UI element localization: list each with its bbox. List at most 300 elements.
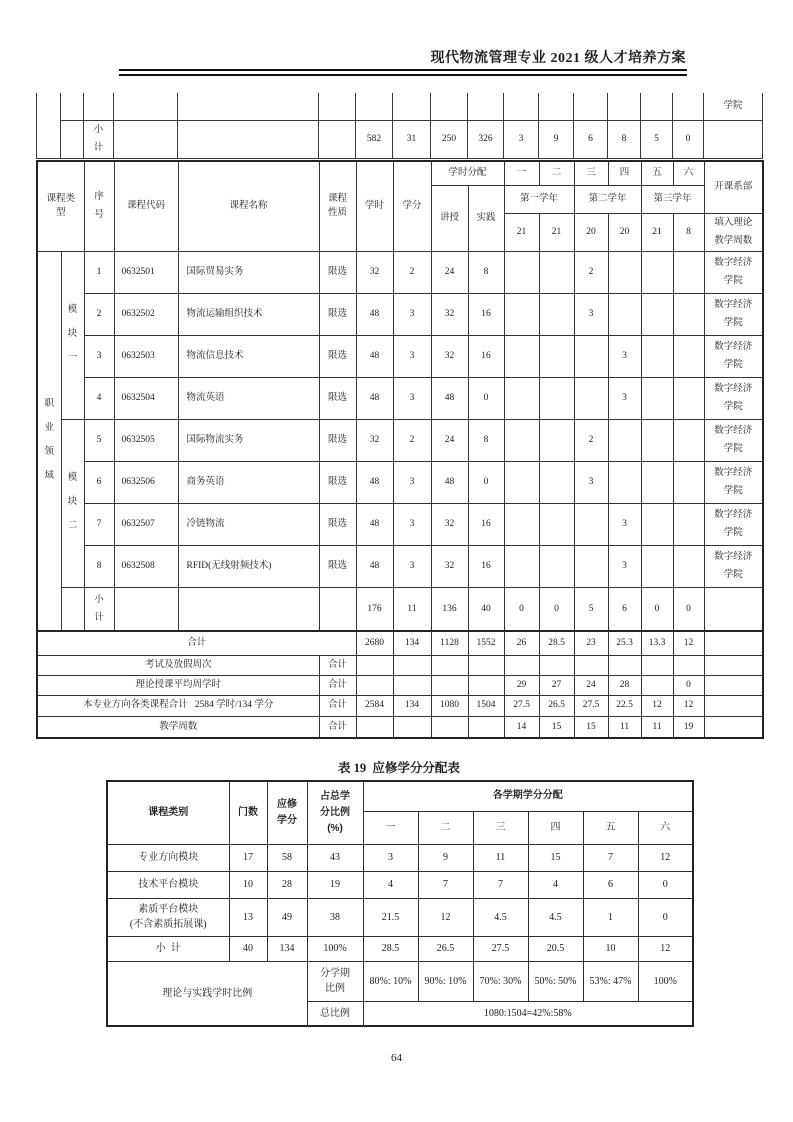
summary-row — [37, 675, 763, 695]
total-row — [37, 631, 763, 655]
module2-cell — [61, 419, 84, 587]
cell: 15 — [539, 716, 574, 738]
per-sem-label-cell — [307, 961, 363, 1001]
cell: 176 — [356, 587, 393, 631]
cell: 23 — [574, 631, 608, 655]
summary-tag-cell: 合计 — [319, 655, 356, 675]
t19-header-category: 课程类别 — [107, 781, 229, 844]
document-header-title: 现代物流管理专业 2021 级人才培养方案 — [430, 51, 686, 66]
cell: 3 — [393, 335, 431, 377]
summary-row — [37, 655, 763, 675]
cell — [641, 377, 673, 419]
t19-header-label: 应修学分 — [277, 798, 297, 826]
cell: 28 — [267, 871, 307, 898]
cell: 134 — [393, 695, 431, 716]
course-row — [37, 419, 763, 461]
cell — [319, 93, 356, 120]
cell: 12 — [638, 936, 693, 961]
cell — [539, 93, 574, 120]
cell — [539, 655, 574, 675]
cell — [673, 655, 704, 675]
cell: 250 — [431, 120, 468, 158]
cell: 24 — [574, 675, 608, 695]
cell: 数字经济学院 — [704, 461, 763, 503]
cell: 5 — [574, 587, 608, 631]
cell: 7 — [583, 844, 638, 871]
cell: 26.5 — [539, 695, 574, 716]
cell — [504, 461, 539, 503]
cell: 4 — [84, 377, 114, 419]
cell — [468, 716, 504, 738]
cell: 3 — [363, 844, 418, 871]
cell: 16 — [468, 293, 504, 335]
cell: 0 — [539, 587, 574, 631]
cell: 0 — [468, 461, 504, 503]
cell: 58 — [267, 844, 307, 871]
course-row — [37, 503, 763, 545]
cell: 17 — [229, 844, 267, 871]
cell — [178, 587, 319, 631]
cell: 物流信息技术 — [178, 335, 319, 377]
summary-row — [37, 716, 763, 738]
cell: 技术平台模块 — [107, 871, 229, 898]
summary-row — [37, 695, 763, 716]
header-year-3: 第三学年 — [641, 185, 704, 213]
cell: 3 — [608, 503, 641, 545]
header-label: 序号 — [94, 192, 104, 221]
cell: 限选 — [319, 293, 356, 335]
cell: 13.3 — [641, 631, 673, 655]
summary-tag-cell: 合计 — [319, 716, 356, 738]
module2-label: 模块二 — [67, 473, 78, 531]
total-label-cell: 合计 — [37, 631, 356, 655]
cell: 100% — [638, 961, 693, 1001]
page-number: 64 — [391, 1052, 402, 1064]
cell: 134 — [267, 936, 307, 961]
summary-label-cell: 教学周数 — [37, 716, 319, 738]
cell — [539, 377, 574, 419]
cell — [574, 93, 608, 120]
header-weeks: 21 — [539, 213, 574, 251]
cell: 4 — [528, 871, 583, 898]
cell: 0 — [673, 120, 704, 158]
cell: 43 — [307, 844, 363, 871]
cell: 25.3 — [608, 631, 641, 655]
cell: 物流运输组织技术 — [178, 293, 319, 335]
cell: 2584 — [356, 695, 393, 716]
cell — [539, 419, 574, 461]
cell: 32 — [356, 251, 393, 293]
subtotal-label-cell — [84, 120, 114, 158]
cell: 数字经济学院 — [704, 377, 763, 419]
cell: 冷链物流 — [178, 503, 319, 545]
cell: 0632504 — [114, 377, 178, 419]
t19-header-pct — [307, 781, 363, 844]
cell — [114, 587, 178, 631]
cell — [107, 898, 229, 936]
cell: 3 — [393, 545, 431, 587]
cell: 136 — [431, 587, 468, 631]
cell — [641, 545, 673, 587]
cell: 29 — [504, 675, 539, 695]
cell: 1 — [583, 898, 638, 936]
summary-label-cell: 理论授课平均周学时 — [37, 675, 319, 695]
header-dept-note: 填入理论教学周数 — [704, 213, 763, 251]
cell — [319, 587, 356, 631]
cell: 326 — [468, 120, 504, 158]
header-practice: 实践 — [468, 185, 504, 251]
t19-header-sem: 六 — [638, 811, 693, 844]
category-line-1: 素质平台模块 — [138, 904, 199, 915]
cell: 限选 — [319, 461, 356, 503]
cell — [356, 675, 393, 695]
cell: 2 — [84, 293, 114, 335]
cell: 48 — [356, 461, 393, 503]
cell — [673, 461, 704, 503]
cell: 14 — [504, 716, 539, 738]
cell — [673, 503, 704, 545]
t19-header-sem: 五 — [583, 811, 638, 844]
cell: 40 — [229, 936, 267, 961]
cell: 专业方向模块 — [107, 844, 229, 871]
cell: 12 — [418, 898, 473, 936]
cell: 0 — [468, 377, 504, 419]
cell: 1 — [84, 251, 114, 293]
header-credits: 学分 — [393, 161, 431, 251]
cell — [641, 293, 673, 335]
cell: 3 — [608, 335, 641, 377]
cell: 15 — [574, 716, 608, 738]
cell — [114, 120, 178, 158]
cell: 1128 — [431, 631, 468, 655]
cell: 24 — [431, 251, 468, 293]
cell: 0 — [673, 587, 704, 631]
t19-header-sem: 三 — [473, 811, 528, 844]
cell: 32 — [431, 293, 468, 335]
cell — [178, 120, 319, 158]
cell: 100% — [307, 936, 363, 961]
t19-header-alloc: 各学期学分分配 — [363, 781, 693, 811]
summary-label-cell: 本专业方向各类课程合计 2584 学时/134 学分 — [37, 695, 319, 716]
cell — [319, 120, 356, 158]
t19-header-row-1 — [107, 781, 693, 811]
t19-header-sem: 四 — [528, 811, 583, 844]
cell: 0 — [638, 871, 693, 898]
course-row — [37, 377, 763, 419]
cell — [504, 655, 539, 675]
curriculum-table — [36, 160, 764, 739]
t19-header-label: 占总学分比例(%) — [320, 790, 350, 834]
partial-row — [37, 93, 763, 120]
cell — [539, 293, 574, 335]
cell — [431, 675, 468, 695]
cell: 13 — [229, 898, 267, 936]
cell: 0632501 — [114, 251, 178, 293]
cell: 15 — [528, 844, 583, 871]
cell — [504, 377, 539, 419]
cell — [704, 695, 763, 716]
dept-tail-cell: 学院 — [704, 93, 763, 120]
cell: 16 — [468, 545, 504, 587]
cell — [673, 93, 704, 120]
cell — [673, 377, 704, 419]
cell — [608, 293, 641, 335]
header-year-2: 第二学年 — [574, 185, 641, 213]
cell — [431, 655, 468, 675]
cell: 限选 — [319, 419, 356, 461]
course-row — [37, 545, 763, 587]
cell: 3 — [574, 461, 608, 503]
cell: 11 — [641, 716, 673, 738]
header-nature: 课程性质 — [319, 161, 356, 251]
cell: 26.5 — [418, 936, 473, 961]
cell: 国际物流实务 — [178, 419, 319, 461]
header-double-rule — [119, 69, 687, 76]
header-sem: 五 — [641, 161, 673, 185]
continuation-table — [36, 93, 763, 159]
cell — [504, 93, 539, 120]
cell — [608, 419, 641, 461]
cell — [393, 93, 431, 120]
course-row — [37, 335, 763, 377]
cell — [673, 545, 704, 587]
cell — [641, 251, 673, 293]
cell: 4 — [363, 871, 418, 898]
cell: 32 — [431, 545, 468, 587]
cell: 28.5 — [363, 936, 418, 961]
cell — [468, 675, 504, 695]
cell: 53%: 47% — [583, 961, 638, 1001]
cell: 28.5 — [539, 631, 574, 655]
cell: 6 — [84, 461, 114, 503]
cell — [468, 655, 504, 675]
cell: 0632508 — [114, 545, 178, 587]
cell — [704, 716, 763, 738]
cell — [608, 251, 641, 293]
cell: 1552 — [468, 631, 504, 655]
cell: 8 — [608, 120, 641, 158]
cell: 2 — [574, 251, 608, 293]
cell — [539, 335, 574, 377]
cell — [114, 93, 178, 120]
cell: 数字经济学院 — [704, 419, 763, 461]
summary-tag-cell: 合计 — [319, 675, 356, 695]
t19-row — [107, 871, 693, 898]
cell: 32 — [431, 335, 468, 377]
t19-row — [107, 936, 693, 961]
cell: 3 — [608, 377, 641, 419]
cell — [504, 545, 539, 587]
cell — [356, 93, 393, 120]
cell: 19 — [673, 716, 704, 738]
cell — [673, 293, 704, 335]
cell: 11 — [608, 716, 641, 738]
cell — [178, 93, 319, 120]
cell: 3 — [84, 335, 114, 377]
cell: 0632507 — [114, 503, 178, 545]
cell: 27.5 — [574, 695, 608, 716]
header-hours: 学时 — [356, 161, 393, 251]
cell — [641, 503, 673, 545]
header-name: 课程名称 — [178, 161, 319, 251]
cell: 26 — [504, 631, 539, 655]
header-weeks: 20 — [574, 213, 608, 251]
cell: 0 — [673, 675, 704, 695]
cell: 40 — [468, 587, 504, 631]
cell — [539, 503, 574, 545]
cell — [704, 587, 763, 631]
cell: 12 — [673, 631, 704, 655]
cell: 11 — [473, 844, 528, 871]
cell — [504, 419, 539, 461]
header-weeks: 21 — [504, 213, 539, 251]
cell: 数字经济学院 — [704, 503, 763, 545]
cell: 49 — [267, 898, 307, 936]
cell: 12 — [638, 844, 693, 871]
course-row — [37, 293, 763, 335]
cell — [574, 377, 608, 419]
cell: 6 — [608, 587, 641, 631]
cell: 0632506 — [114, 461, 178, 503]
cell: 3 — [393, 503, 431, 545]
cell: 3 — [574, 293, 608, 335]
cell — [431, 716, 468, 738]
cell: 8 — [468, 419, 504, 461]
domain-label: 职业领域 — [44, 399, 54, 481]
cell: 5 — [641, 120, 673, 158]
cell — [61, 120, 84, 158]
t19-header-credits — [267, 781, 307, 844]
cell: 48 — [431, 377, 468, 419]
cell — [641, 461, 673, 503]
cell: 38 — [307, 898, 363, 936]
cell: 2 — [393, 251, 431, 293]
t19-header-sem: 一 — [363, 811, 418, 844]
cell: 物流英语 — [178, 377, 319, 419]
header-weeks: 20 — [608, 213, 641, 251]
cell — [673, 419, 704, 461]
cell — [608, 93, 641, 120]
cell — [468, 93, 504, 120]
cell — [504, 293, 539, 335]
cell: 32 — [356, 419, 393, 461]
per-sem-label: 分学期比例 — [320, 968, 350, 994]
header-sem: 六 — [673, 161, 704, 185]
cell: 1504 — [468, 695, 504, 716]
cell: 3 — [504, 120, 539, 158]
cell: 限选 — [319, 545, 356, 587]
subtotal-label-cell — [84, 587, 114, 631]
cell: 9 — [539, 120, 574, 158]
module1-label: 模块一 — [67, 305, 78, 363]
cell — [641, 335, 673, 377]
cell — [356, 716, 393, 738]
cell — [704, 655, 763, 675]
header-row-1 — [37, 161, 763, 185]
cell: 48 — [431, 461, 468, 503]
credit-distribution-table — [106, 780, 694, 1027]
cell: 0 — [641, 587, 673, 631]
cell: 20.5 — [528, 936, 583, 961]
cell — [673, 335, 704, 377]
header-sem: 四 — [608, 161, 641, 185]
cell: 0632505 — [114, 419, 178, 461]
cell: 32 — [431, 503, 468, 545]
cell: 19 — [307, 871, 363, 898]
cell: 50%: 50% — [528, 961, 583, 1001]
cell: 27.5 — [473, 936, 528, 961]
cell — [61, 587, 84, 631]
header-course-type — [37, 161, 84, 251]
cell: 4.5 — [473, 898, 528, 936]
cell: 限选 — [319, 377, 356, 419]
cell — [641, 655, 673, 675]
t19-row — [107, 898, 693, 936]
domain-cell — [37, 251, 61, 631]
cell: 数字经济学院 — [704, 293, 763, 335]
cell: 48 — [356, 293, 393, 335]
cell — [61, 93, 84, 120]
cell — [704, 675, 763, 695]
cell: 国际贸易实务 — [178, 251, 319, 293]
cell: 小 计 — [107, 936, 229, 961]
cell: 3 — [393, 293, 431, 335]
cell: 限选 — [319, 335, 356, 377]
cell: 1080 — [431, 695, 468, 716]
cell: 7 — [84, 503, 114, 545]
table19-title: 表 19 应修学分分配表 — [338, 761, 460, 775]
header-weeks: 21 — [641, 213, 673, 251]
cell: 7 — [418, 871, 473, 898]
cell: 10 — [583, 936, 638, 961]
cell: 90%: 10% — [418, 961, 473, 1001]
t19-header-sem: 二 — [418, 811, 473, 844]
summary-label-cell: 考试及放假周次 — [37, 655, 319, 675]
total-ratio-label-cell: 总比例 — [307, 1001, 363, 1026]
header-lecture: 讲授 — [431, 185, 468, 251]
cell: 22.5 — [608, 695, 641, 716]
cell — [608, 461, 641, 503]
cell — [704, 120, 763, 158]
cell: 16 — [468, 335, 504, 377]
cell — [608, 655, 641, 675]
ratio-label-cell: 理论与实践学时比例 — [107, 961, 307, 1026]
cell: 134 — [393, 631, 431, 655]
subtotal-label: 小计 — [94, 594, 104, 623]
subtotal-row — [37, 587, 763, 631]
cell: 数字经济学院 — [704, 335, 763, 377]
cell: 8 — [468, 251, 504, 293]
header-sem: 一 — [504, 161, 539, 185]
cell: 27.5 — [504, 695, 539, 716]
cell: 10 — [229, 871, 267, 898]
cell — [673, 251, 704, 293]
header-hour-alloc: 学时分配 — [431, 161, 504, 185]
cell: 2 — [574, 419, 608, 461]
cell: 6 — [574, 120, 608, 158]
cell: 8 — [84, 545, 114, 587]
cell — [504, 335, 539, 377]
cell: 3 — [393, 377, 431, 419]
cell: 数字经济学院 — [704, 545, 763, 587]
module1-cell — [61, 251, 84, 419]
cell: 31 — [393, 120, 431, 158]
cell: 0 — [504, 587, 539, 631]
cell — [393, 716, 431, 738]
cell: 商务英语 — [178, 461, 319, 503]
cell: 限选 — [319, 251, 356, 293]
cell: 21.5 — [363, 898, 418, 936]
